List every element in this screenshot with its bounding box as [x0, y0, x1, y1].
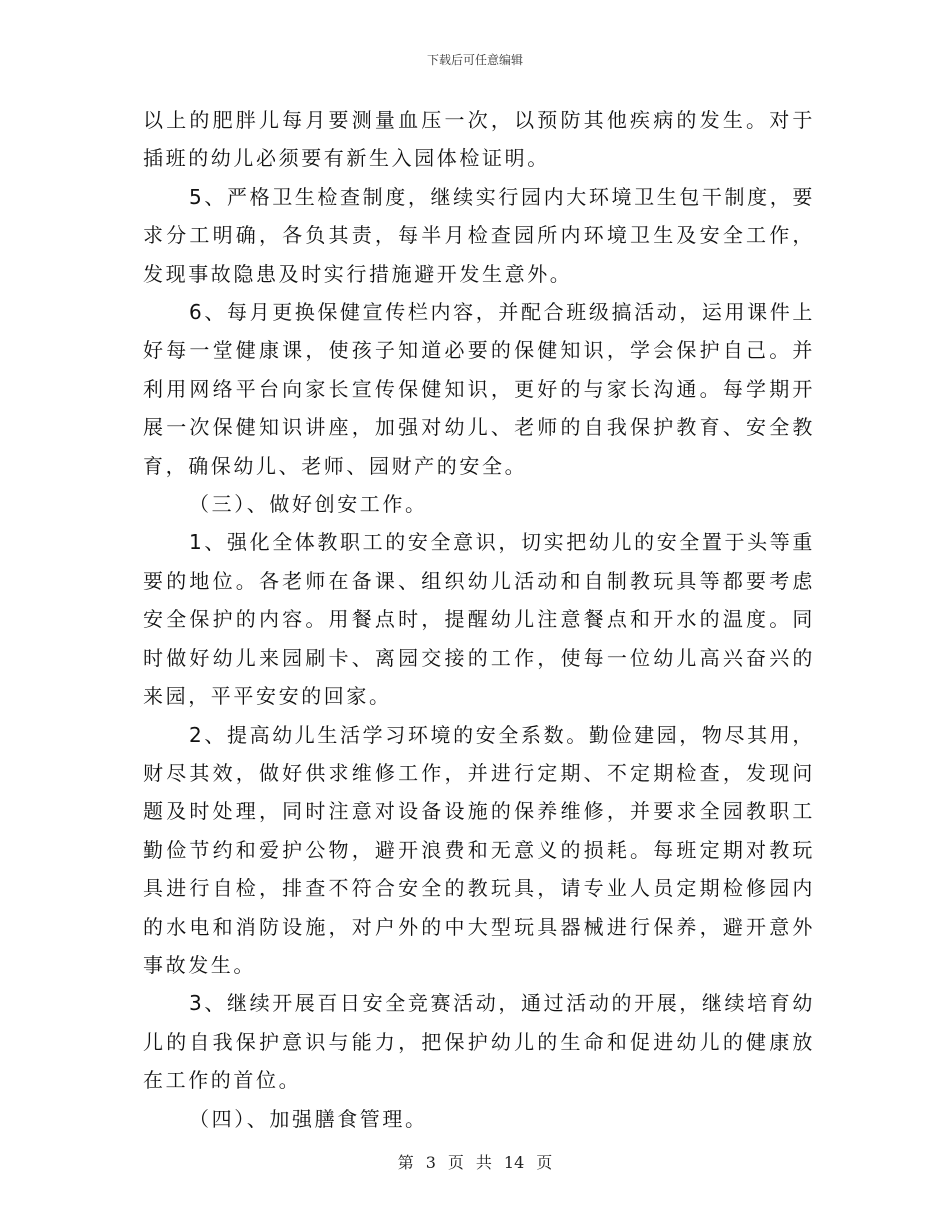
- paragraph-1: 以上的肥胖儿每月要测量血压一次，以预防其他疾病的发生。对于插班的幼儿必须要有新生入园体检证明。: [143, 108, 815, 171]
- paragraph-6: 3、继续开展百日安全竞赛活动，通过活动的开展，继续培育幼儿的自我保护意识与能力，把保护幼儿的生命和促进幼儿的健康放在工作的首位。: [143, 991, 815, 1093]
- document-body: [143, 101, 815, 1138]
- footer-prefix: 第: [397, 1153, 414, 1172]
- total-page-count: 14: [503, 1153, 525, 1172]
- paragraph-3: 6、每月更换保健宣传栏内容，并配合班级搞活动，运用课件上好每一堂健康课，使孩子知道必要的保健知识，学会保护自己。并利用网络平台向家长宣传保健知识，更好的与家长沟通。每学期开展一次保健知识讲座，加强对幼儿、老师的自我保护教育、安全教育，确保幼儿、老师、园财产的安全。: [143, 300, 815, 478]
- page-number-footer: [0, 1152, 950, 1174]
- footer-suffix: 页: [536, 1153, 553, 1172]
- section-heading-4: （四）、加强膳食管理。: [189, 1106, 428, 1131]
- page-header-note: 下载后可任意编辑: [426, 53, 523, 67]
- paragraph-4: 1、强化全体教职工的安全意识，切实把幼儿的安全置于头等重要的地位。各老师在备课、组织幼儿活动和自制教玩具等都要考虑安全保护的内容。用餐点时，提醒幼儿注意餐点和开水的温度。同时做好幼儿来园刷卡、离园交接的工作，使每一位幼儿高兴奋兴的来园，平平安安的回家。: [143, 530, 815, 709]
- current-page-number: 3: [425, 1153, 436, 1172]
- paragraph-5: 2、提高幼儿生活学习环境的安全系数。勤俭建园，物尽其用，财尽其效，做好供求维修工作，并进行定期、不定期检查，发现问题及时处理，同时注意对设备设施的保养维修，并要求全园教职工勤俭节约和爱护公物，避开浪费和无意义的损耗。每班定期对教玩具进行自检，排查不符合安全的教玩具，请专业人员定期检修园内的水电和消防设施，对户外的中大型玩具器械进行保养，避开意外事故发生。: [143, 722, 815, 977]
- section-heading-3: （三）、做好创安工作。: [189, 492, 428, 517]
- paragraph-2: 5、严格卫生检查制度，继续实行园内大环境卫生包干制度，要求分工明确，各负其责，每半月检查园所内环境卫生及安全工作，发现事故隐患及时实行措施避开发生意外。: [143, 184, 815, 286]
- footer-page-word: 页: [447, 1153, 464, 1172]
- footer-total-word: 共: [475, 1153, 492, 1172]
